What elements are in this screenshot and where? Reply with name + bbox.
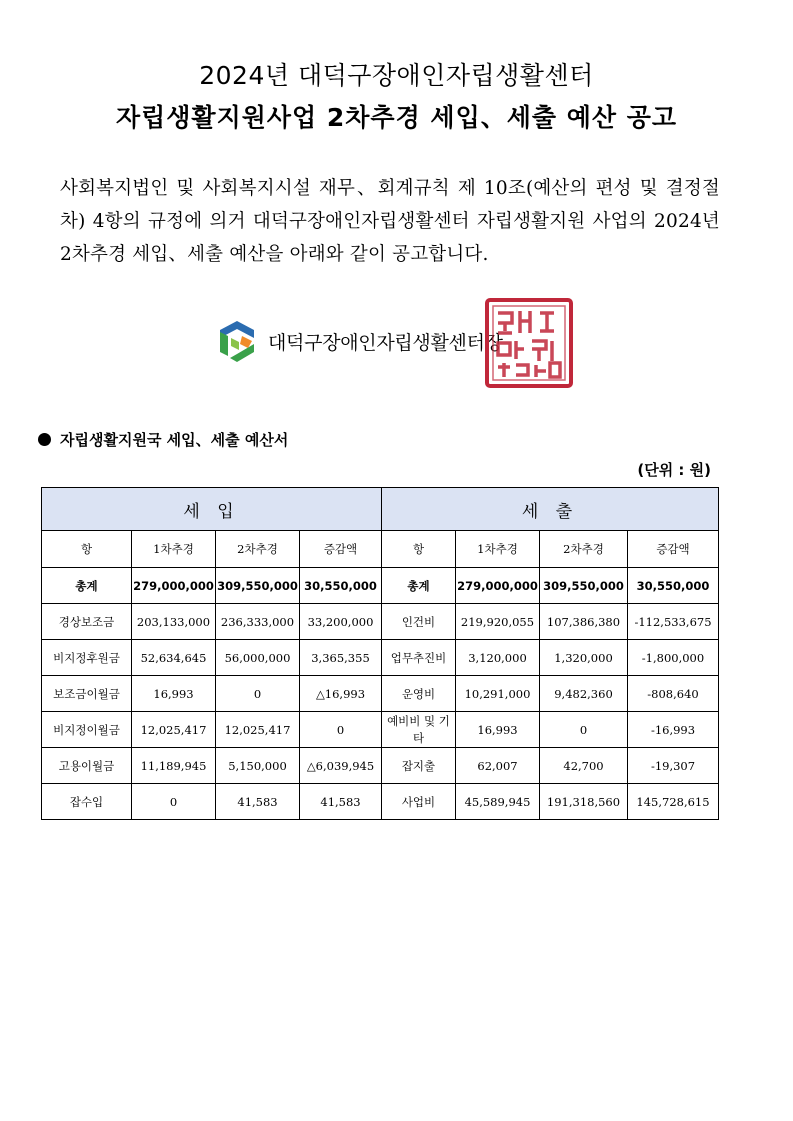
table-cell: 219,920,055 bbox=[456, 604, 540, 640]
table-cell: 0 bbox=[216, 676, 300, 712]
table-cell: 인건비 bbox=[382, 604, 456, 640]
column-header: 증감액 bbox=[628, 531, 719, 568]
table-cell: 잡지출 bbox=[382, 748, 456, 784]
budget-table bbox=[41, 487, 719, 820]
table-cell: 비지정이월금 bbox=[42, 712, 132, 748]
table-cell: 309,550,000 bbox=[216, 568, 300, 604]
table-row bbox=[42, 712, 719, 748]
table-cell: 236,333,000 bbox=[216, 604, 300, 640]
table-row bbox=[42, 676, 719, 712]
table-cell: -16,993 bbox=[628, 712, 719, 748]
table-cell: 비지정후원금 bbox=[42, 640, 132, 676]
table-row bbox=[42, 784, 719, 820]
table-cell: 10,291,000 bbox=[456, 676, 540, 712]
section-title-text: 자립생활지원국 세입、세출 예산서 bbox=[60, 431, 289, 449]
column-header: 항 bbox=[42, 531, 132, 568]
table-cell: 191,318,560 bbox=[540, 784, 628, 820]
column-header: 증감액 bbox=[300, 531, 382, 568]
table-cell: 56,000,000 bbox=[216, 640, 300, 676]
table-cell: 107,386,380 bbox=[540, 604, 628, 640]
intro-paragraph: 사회복지법인 및 사회복지시설 재무、회계규칙 제 10조(예산의 편성 및 결정절차) 4항의 규정에 의거 대덕구장애인자립생활센터 자립생활지원 사업의 2024년 2차추경 세입、세출 예산을 아래와 같이 공고합니다. bbox=[60, 178, 720, 265]
table-cell: 41,583 bbox=[216, 784, 300, 820]
table-row bbox=[42, 748, 719, 784]
table-cell: 16,993 bbox=[456, 712, 540, 748]
table-cell: 30,550,000 bbox=[628, 568, 719, 604]
table-cell: 12,025,417 bbox=[216, 712, 300, 748]
table-row bbox=[42, 640, 719, 676]
column-header: 항 bbox=[382, 531, 456, 568]
column-header: 1차추경 bbox=[456, 531, 540, 568]
table-cell: 3,365,355 bbox=[300, 640, 382, 676]
table-cell: 203,133,000 bbox=[132, 604, 216, 640]
table-cell: 16,993 bbox=[132, 676, 216, 712]
column-header: 2차추경 bbox=[216, 531, 300, 568]
table-cell: 총계 bbox=[382, 568, 456, 604]
table-cell: 279,000,000 bbox=[456, 568, 540, 604]
table-cell: -808,640 bbox=[628, 676, 719, 712]
table-cell: 잡수입 bbox=[42, 784, 132, 820]
table-cell: 11,189,945 bbox=[132, 748, 216, 784]
table-cell: 9,482,360 bbox=[540, 676, 628, 712]
table-cell: 33,200,000 bbox=[300, 604, 382, 640]
table-row bbox=[42, 604, 719, 640]
document-title-line1: 2024년 대덕구장애인자립생활센터 bbox=[199, 61, 594, 90]
table-cell: 운영비 bbox=[382, 676, 456, 712]
unit-label: (단위 : 원) bbox=[637, 461, 711, 479]
signatory-name: 대덕구장애인자립생활센터장 bbox=[268, 331, 503, 354]
column-header: 1차추경 bbox=[132, 531, 216, 568]
table-cell: 보조금이월금 bbox=[42, 676, 132, 712]
table-cell: 5,150,000 bbox=[216, 748, 300, 784]
total-row bbox=[42, 568, 719, 604]
table-cell: -1,800,000 bbox=[628, 640, 719, 676]
table-cell: 3,120,000 bbox=[456, 640, 540, 676]
section-heading bbox=[38, 429, 288, 450]
signature-block bbox=[214, 318, 503, 364]
table-cell: 0 bbox=[300, 712, 382, 748]
table-cell: △16,993 bbox=[300, 676, 382, 712]
table-cell: 279,000,000 bbox=[132, 568, 216, 604]
table-cell: 예비비 및 기타 bbox=[382, 712, 456, 748]
table-cell: 0 bbox=[132, 784, 216, 820]
bullet-icon bbox=[38, 433, 51, 446]
table-cell: 총계 bbox=[42, 568, 132, 604]
expense-header: 세 출 bbox=[382, 488, 719, 531]
table-cell: 업무추진비 bbox=[382, 640, 456, 676]
table-cell: 0 bbox=[540, 712, 628, 748]
table-cell: 사업비 bbox=[382, 784, 456, 820]
table-cell: -112,533,675 bbox=[628, 604, 719, 640]
table-cell: 1,320,000 bbox=[540, 640, 628, 676]
document-title-line2: 자립생활지원사업 2차추경 세입、세출 예산 공고 bbox=[115, 103, 678, 132]
table-cell: 고용이월금 bbox=[42, 748, 132, 784]
table-cell: 42,700 bbox=[540, 748, 628, 784]
table-cell: -19,307 bbox=[628, 748, 719, 784]
official-seal-icon bbox=[484, 297, 574, 389]
table-cell: 12,025,417 bbox=[132, 712, 216, 748]
table-cell: △6,039,945 bbox=[300, 748, 382, 784]
table-cell: 45,589,945 bbox=[456, 784, 540, 820]
table-cell: 145,728,615 bbox=[628, 784, 719, 820]
table-cell: 41,583 bbox=[300, 784, 382, 820]
center-logo-icon bbox=[214, 318, 260, 364]
table-cell: 30,550,000 bbox=[300, 568, 382, 604]
revenue-header: 세 입 bbox=[42, 488, 382, 531]
table-cell: 52,634,645 bbox=[132, 640, 216, 676]
column-header: 2차추경 bbox=[540, 531, 628, 568]
table-cell: 경상보조금 bbox=[42, 604, 132, 640]
table-cell: 62,007 bbox=[456, 748, 540, 784]
table-cell: 309,550,000 bbox=[540, 568, 628, 604]
